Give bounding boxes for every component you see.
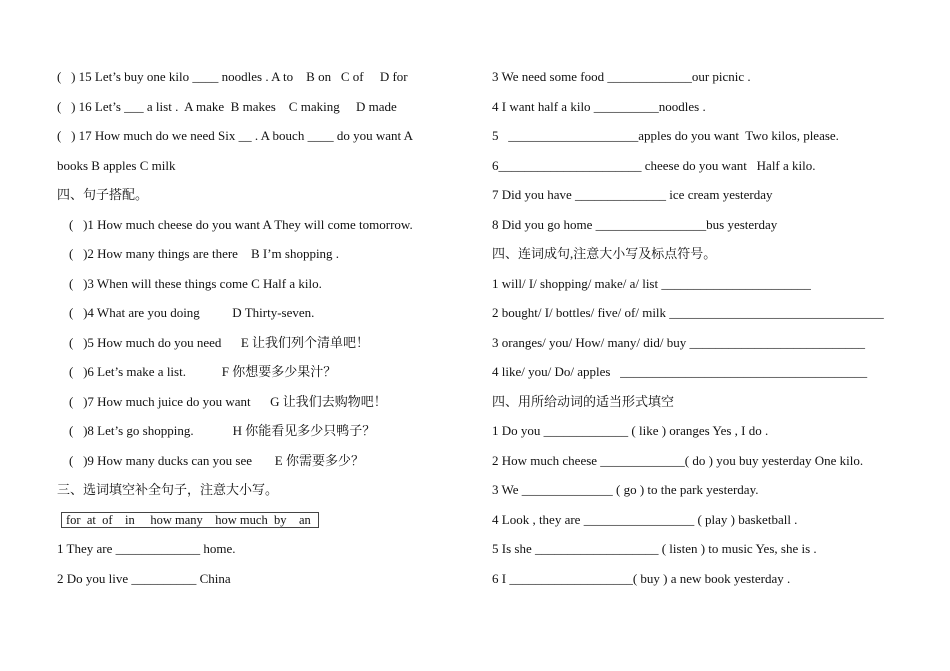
fill-item-8: 8 Did you go home _________________bus yesterday (492, 217, 778, 232)
fill-item-7: 7 Did you have ______________ ice cream yesterday (492, 187, 773, 202)
match-item-2: ( )2 How many things are there B I’m shopping . (69, 246, 340, 261)
verb-item-2: 2 How much cheese _____________( do ) you buy yesterday One kilo. (492, 453, 864, 468)
word-order-item-3: 3 oranges/ you/ How/ many/ did/ buy ___________________________ (492, 335, 866, 350)
section-heading-matching: 四、句子搭配。 (57, 187, 149, 202)
section-heading-word-order: 四、连词成句,注意大小写及标点符号。 (492, 246, 717, 261)
verb-item-6: 6 I ___________________( buy ) a new book yesterday . (492, 571, 791, 586)
verb-item-4: 4 Look , they are _________________ ( play ) basketball . (492, 512, 798, 527)
word-order-item-2: 2 bought/ I/ bottles/ five/ of/ milk _________________________________ (492, 305, 884, 320)
match-item-1: ( )1 How much cheese do you want A They will come tomorrow. (69, 217, 413, 232)
match-item-4: ( )4 What are you doing D Thirty-seven. (69, 305, 315, 320)
question-17: ( ) 17 How much do we need Six __ . A bouch ____ do you want A (57, 128, 414, 143)
fill-item-3: 3 We need some food _____________our picnic . (492, 69, 751, 84)
match-item-8: ( )8 Let’s go shopping. H 你能看见多少只鸭子？ (69, 423, 376, 438)
match-item-6: ( )6 Let’s make a list. F 你想要多少果汁？ (69, 364, 337, 379)
match-item-7: ( )7 How much juice do you want G 让我们去购物吧！ (69, 394, 387, 409)
verb-item-1: 1 Do you _____________ ( like ) oranges Yes , I do . (492, 423, 769, 438)
verb-item-3: 3 We ______________ ( go ) to the park yesterday. (492, 482, 759, 497)
match-item-9: ( )9 How many ducks can you see E 你需要多少？ (69, 453, 364, 468)
question-15: ( ) 15 Let’s buy one kilo ____ noodles . A to B on C of D for (57, 69, 408, 84)
question-17-options: books B apples C milk (57, 158, 176, 173)
fill-item-6: 6______________________ cheese do you want Half a kilo. (492, 158, 816, 173)
verb-item-5: 5 Is she ___________________ ( listen ) to music Yes, she is . (492, 541, 817, 556)
fill-item-1: 1 They are _____________ home. (57, 541, 236, 556)
question-16: ( ) 16 Let’s ___ a list . A make B makes C making D made (57, 99, 397, 114)
match-item-5: ( )5 How much do you need E 让我们列个清单吧！ (69, 335, 370, 350)
fill-item-4: 4 I want half a kilo __________noodles . (492, 99, 706, 114)
word-order-item-1: 1 will/ I/ shopping/ make/ a/ list _______________________ (492, 276, 811, 291)
section-heading-fill-words: 三、选词填空补全句子，注意大小写。 (57, 482, 279, 497)
section-heading-verb-forms: 四、用所给动词的适当形式填空 (492, 394, 675, 409)
fill-item-5: 5 ____________________apples do you want Two kilos, please. (492, 128, 839, 143)
word-bank-box: for at of in how many how much by an (61, 512, 319, 528)
word-order-item-4: 4 like/ you/ Do/ apples ______________________________________ (492, 364, 868, 379)
fill-item-2: 2 Do you live __________ China (57, 571, 231, 586)
match-item-3: ( )3 When will these things come C Half a kilo. (69, 276, 322, 291)
